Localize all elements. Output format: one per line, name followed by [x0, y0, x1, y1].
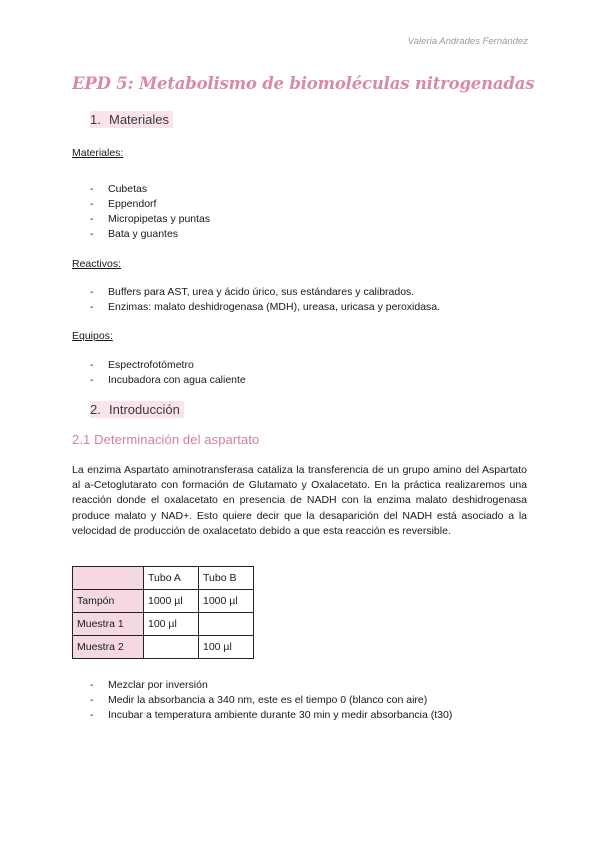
- table-cell: 100 µl: [144, 613, 199, 636]
- section-title: Introducción: [109, 402, 180, 417]
- table-row: [73, 613, 254, 636]
- experiment-table: [72, 566, 254, 659]
- table-row-label: Muestra 1: [73, 613, 144, 636]
- table-row-label: Tampón: [73, 590, 144, 613]
- equipos-label: Equipos:: [72, 330, 113, 342]
- table-header-cell: Tubo B: [199, 567, 254, 590]
- reactivos-list: [90, 285, 440, 315]
- table-header-cell: [73, 567, 144, 590]
- list-item: - Incubadora con agua caliente: [90, 374, 246, 386]
- list-item: - Eppendorf: [90, 198, 157, 210]
- procedure-steps-list: [90, 678, 452, 723]
- list-item: - Enzimas: malato deshidrogenasa (MDH), ureasa, uricasa y peroxidasa.: [90, 301, 441, 313]
- table-header-row: [73, 567, 254, 590]
- list-item: - Medir la absorbancia a 340 nm, este es el tiempo 0 (blanco con aire): [90, 694, 428, 706]
- table-cell: 1000 µl: [199, 590, 254, 613]
- subsection-heading-aspartato: 2.1 Determinación del aspartato: [72, 432, 260, 447]
- intro-paragraph: La enzima Aspartato aminotransferasa cataliza la transferencia de un grupo amino del Aspartato al a-Cetoglutarato con formación de Glutamato y Oxalacetato. En la práctica realizaremos una reacción donde el oxalacetato en presencia de NADH con la enzima malato deshidrogenasa produce malato y NAD+. Esto quiere decir que la desaparición del NADH está asociado a la velocidad de producción de oxalacetato debido a que esta reacción es reversible.: [72, 464, 527, 537]
- section-heading-introduccion: [90, 401, 184, 418]
- table-cell: 100 µl: [199, 636, 254, 659]
- section-number: 1.: [90, 112, 101, 127]
- reactivos-label: Reactivos:: [72, 258, 122, 270]
- table-row: [73, 590, 254, 613]
- list-item: - Mezclar por inversión: [90, 679, 208, 691]
- document-title: EPD 5: Metabolismo de biomoléculas nitrogenadas: [72, 74, 535, 93]
- list-item: - Micropipetas y puntas: [90, 213, 211, 225]
- list-item: - Buffers para AST, urea y ácido úrico, sus estándares y calibrados.: [90, 286, 415, 298]
- materiales-label: Materiales:: [72, 147, 124, 159]
- table-row: [73, 636, 254, 659]
- materiales-list: [90, 182, 210, 242]
- section-title: Materiales: [109, 112, 169, 127]
- author-name: Valeria Andrades Fernández: [407, 36, 528, 47]
- table-cell: [144, 636, 199, 659]
- list-item: - Cubetas: [90, 183, 148, 195]
- section-heading-materiales: [90, 111, 173, 128]
- table-row-label: Muestra 2: [73, 636, 144, 659]
- list-item: - Incubar a temperatura ambiente durante 30 min y medir absorbancia (t30): [90, 709, 453, 721]
- table-cell: 1000 µl: [144, 590, 199, 613]
- section-number: 2.: [90, 402, 101, 417]
- equipos-list: [90, 358, 246, 388]
- table-cell: [199, 613, 254, 636]
- list-item: - Espectrofotómetro: [90, 359, 194, 371]
- list-item: - Bata y guantes: [90, 228, 179, 240]
- table-header-cell: Tubo A: [144, 567, 199, 590]
